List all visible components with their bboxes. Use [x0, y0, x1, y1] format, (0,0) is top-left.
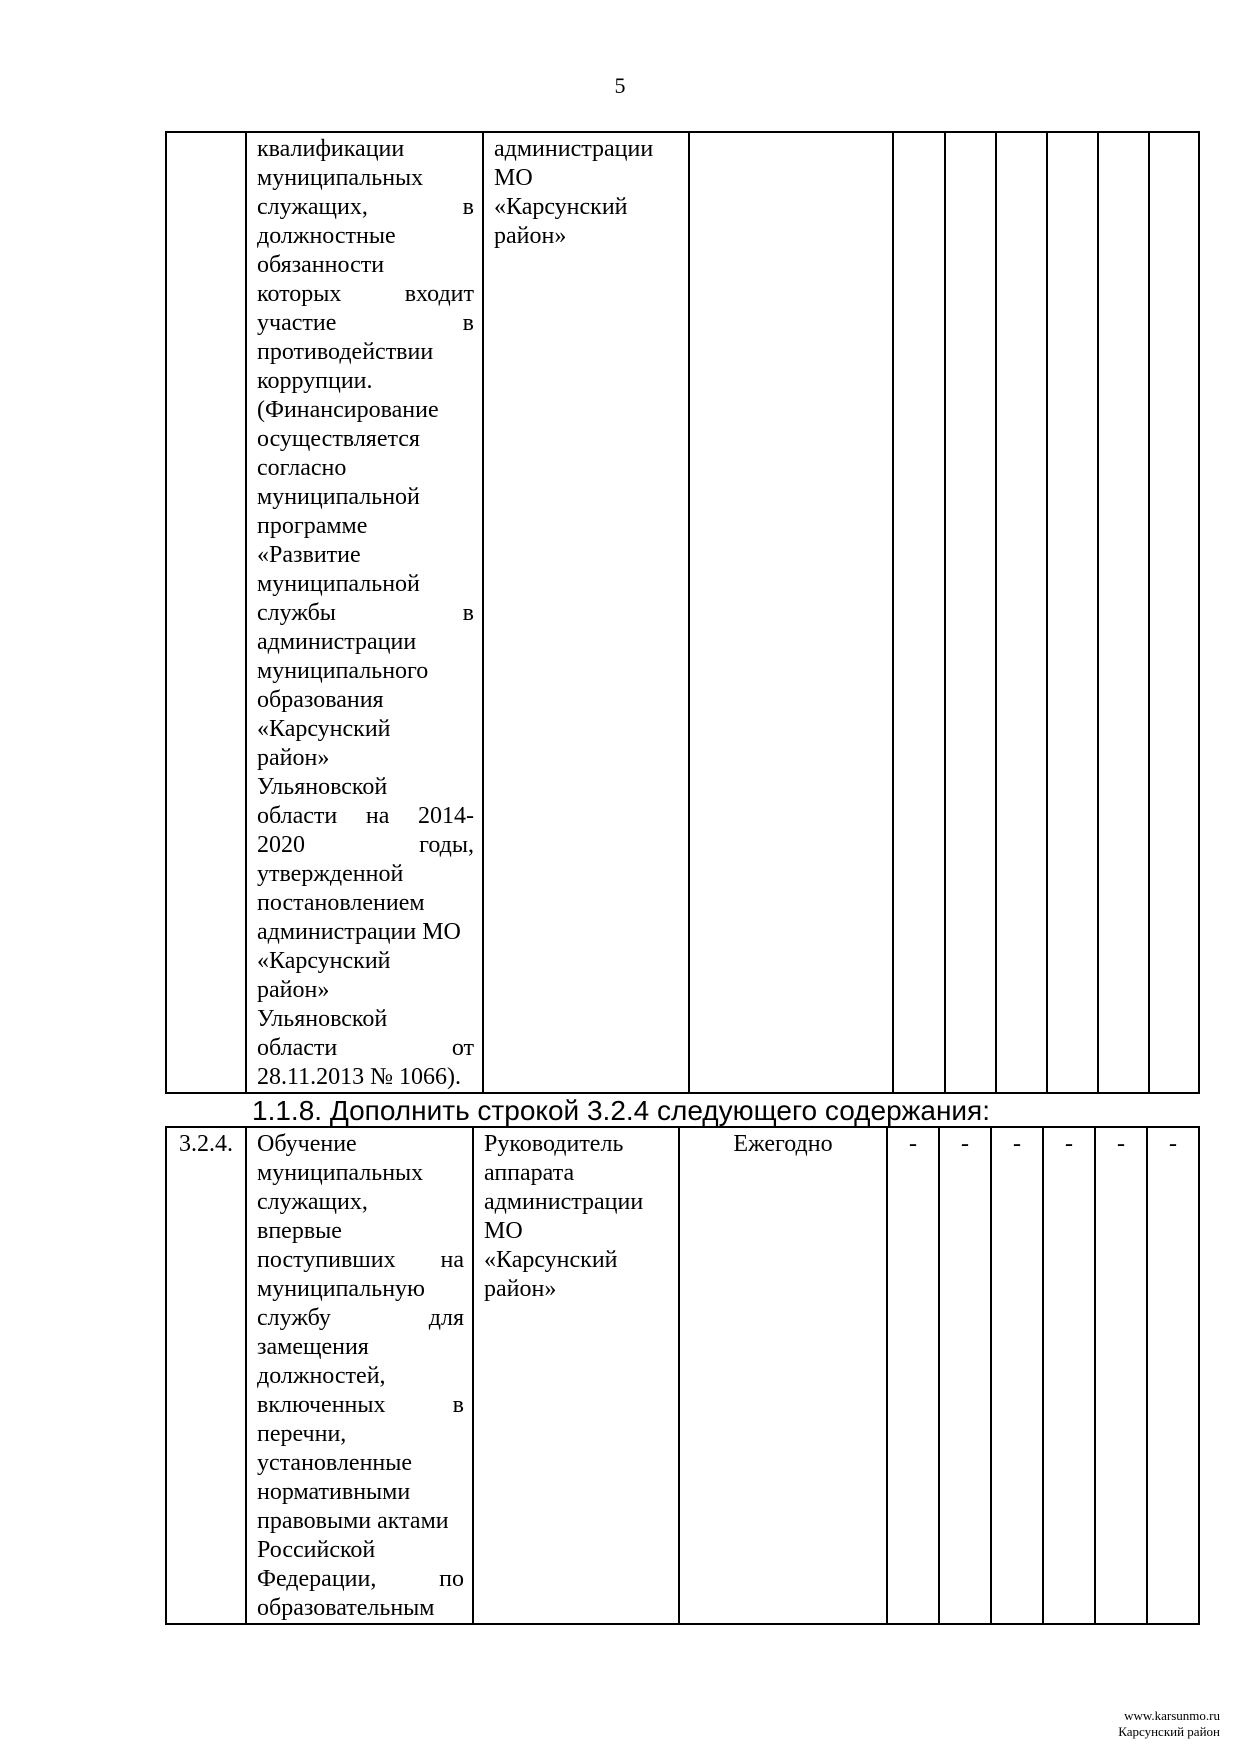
value-cell — [1095, 1127, 1147, 1624]
dash-value: - — [1013, 1131, 1021, 1157]
description-cell — [246, 132, 483, 1093]
value-cell — [945, 132, 996, 1093]
footer-name: Карсунский район — [1118, 1724, 1220, 1739]
text-line: области от — [257, 1035, 474, 1061]
text-line: администрации — [484, 1189, 644, 1215]
value-cell — [991, 1127, 1043, 1624]
text-line: район» — [257, 977, 330, 1003]
text-line: Руководитель — [484, 1131, 624, 1157]
text-line: замещения — [257, 1334, 369, 1360]
responsible-text — [484, 133, 688, 251]
text-line: образования — [257, 687, 384, 713]
table-continuation — [165, 131, 1200, 1094]
text-line: участие в — [257, 310, 474, 336]
table-row — [166, 1127, 1199, 1624]
text-line: которых входит — [257, 281, 474, 307]
responsible-cell — [473, 1127, 679, 1624]
dash-value: - — [1169, 1131, 1177, 1157]
text-line: муниципальную — [257, 1276, 425, 1302]
text-line: перечни, — [257, 1421, 347, 1447]
text-line: МО — [484, 1218, 523, 1244]
text-line: Обучение — [257, 1131, 357, 1157]
number-cell — [166, 132, 246, 1093]
term-cell — [679, 1127, 887, 1624]
dash-value: - — [961, 1131, 969, 1157]
text-line: «Карсунский — [257, 948, 391, 974]
dash-value: - — [909, 1131, 917, 1157]
text-line: администрации МО — [257, 919, 461, 945]
text-line: «Развитие — [257, 542, 361, 568]
text-line: 28.11.2013 № 1066). — [257, 1064, 461, 1090]
footer-url: www.karsunmo.ru — [1124, 1708, 1220, 1723]
text-line: службы в — [257, 600, 474, 626]
value-cell — [939, 1127, 991, 1624]
dash-value: - — [1117, 1131, 1125, 1157]
description-text — [247, 133, 482, 1092]
text-line: нормативными — [257, 1479, 411, 1505]
section-heading: 1.1.8. Дополнить строкой 3.2.4 следующего содержания: — [252, 1095, 990, 1126]
table-new-row — [165, 1126, 1200, 1625]
text-line: «Карсунский — [484, 1247, 618, 1273]
text-line: Федерации, по — [257, 1566, 464, 1592]
text-line: Ульяновской — [257, 1006, 388, 1032]
text-line: Российской — [257, 1537, 376, 1563]
text-line: служащих, — [257, 1189, 368, 1215]
text-line: муниципальной — [257, 484, 420, 510]
text-line: администрации — [494, 136, 654, 162]
term-text: Ежегодно — [733, 1131, 833, 1157]
page-number: 5 — [614, 73, 626, 98]
value-cell — [1098, 132, 1149, 1093]
text-line: установленные — [257, 1450, 413, 1476]
text-line: правовыми актами — [257, 1508, 449, 1534]
table-row — [166, 132, 1199, 1093]
text-line: район» — [484, 1276, 557, 1302]
text-line: «Карсунский — [257, 716, 391, 742]
value-cell — [1047, 132, 1098, 1093]
number-cell — [166, 1127, 246, 1624]
value-cell — [1149, 132, 1199, 1093]
value-cell — [887, 1127, 939, 1624]
text-line: Ульяновской — [257, 774, 388, 800]
text-line: образовательным — [257, 1595, 435, 1621]
text-line: квалификации — [257, 136, 405, 162]
text-line: обязанности — [257, 252, 385, 278]
text-line: осуществляется — [257, 426, 420, 452]
text-line: район» — [494, 223, 567, 249]
value-cell — [996, 132, 1047, 1093]
text-line: район» — [257, 745, 330, 771]
text-line: 2020 годы, — [257, 832, 474, 858]
text-line: впервые — [257, 1218, 342, 1244]
text-line: администрации — [257, 629, 417, 655]
text-line: противодействии — [257, 339, 434, 365]
text-line: утвержденной — [257, 861, 404, 887]
text-line: службу для — [257, 1305, 464, 1331]
responsible-cell — [483, 132, 689, 1093]
text-line: муниципальных — [257, 165, 424, 191]
text-line: аппарата — [484, 1160, 575, 1186]
term-cell — [689, 132, 893, 1093]
text-line: МО — [494, 165, 533, 191]
value-cell — [1147, 1127, 1199, 1624]
value-cell — [1043, 1127, 1095, 1624]
text-line: включенных в — [257, 1392, 464, 1418]
text-line: муниципальной — [257, 571, 420, 597]
text-line: служащих, в — [257, 194, 474, 220]
value-cell — [893, 132, 945, 1093]
text-line: области на 2014- — [257, 803, 474, 829]
text-line: согласно — [257, 455, 347, 481]
footer — [1118, 1708, 1220, 1740]
text-line: коррупции. — [257, 368, 373, 394]
dash-value: - — [1065, 1131, 1073, 1157]
text-line: программе — [257, 513, 368, 539]
text-line: муниципальных — [257, 1160, 424, 1186]
text-line: (Финансирование — [257, 397, 439, 423]
responsible-text — [474, 1128, 678, 1304]
text-line: постановлением — [257, 890, 425, 916]
text-line: должностей, — [257, 1363, 386, 1389]
text-line: поступивших на — [257, 1247, 464, 1273]
description-cell — [246, 1127, 473, 1624]
text-line: должностные — [257, 223, 396, 249]
text-line: «Карсунский — [494, 194, 628, 220]
description-text — [247, 1128, 472, 1623]
text-line: муниципального — [257, 658, 429, 684]
row-number: 3.2.4. — [179, 1131, 233, 1157]
